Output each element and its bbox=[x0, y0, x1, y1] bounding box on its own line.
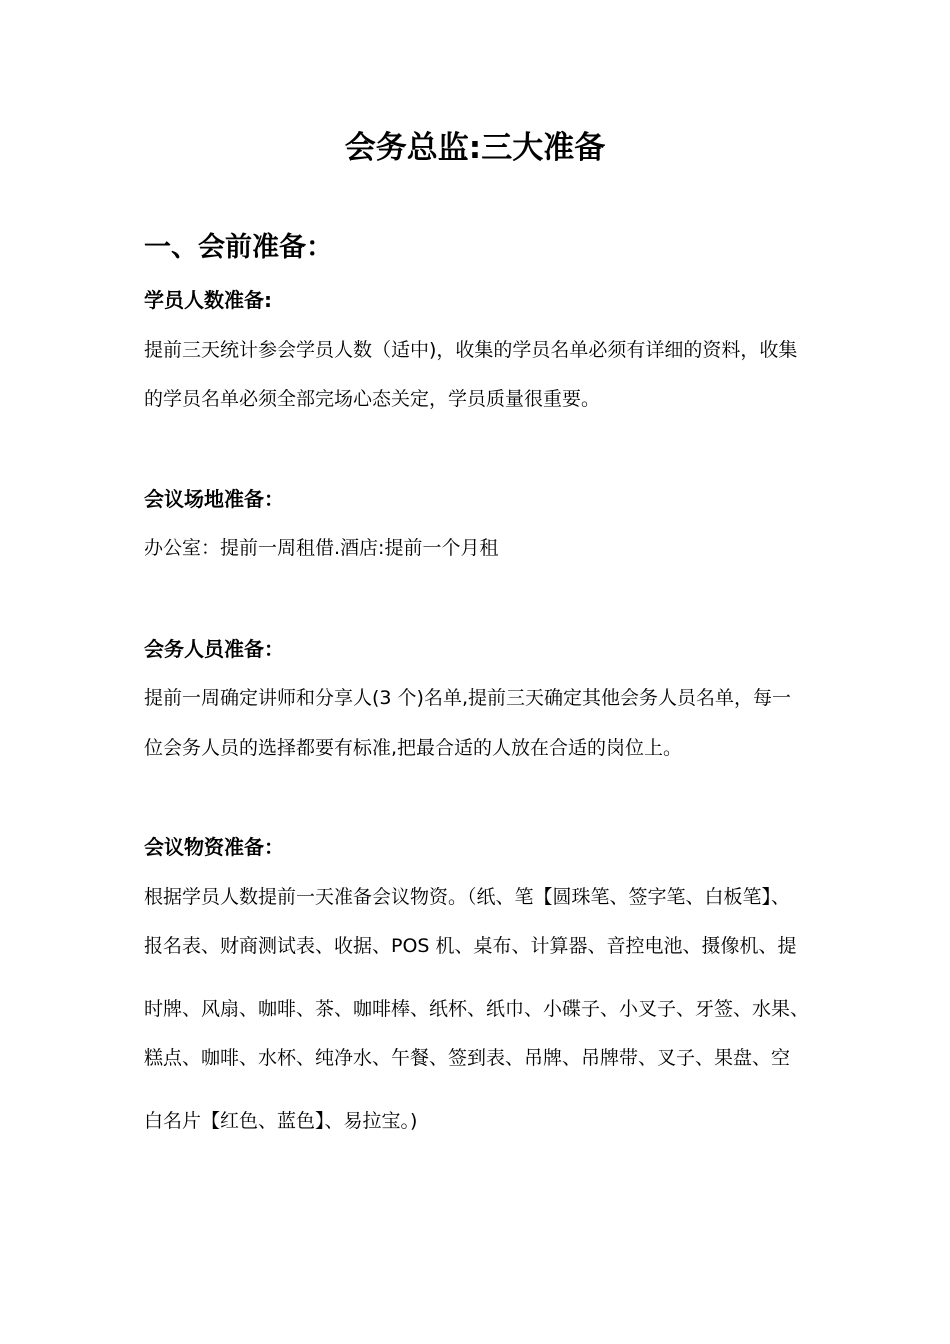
paragraph-line: 报名表、财商测试表、收据、POS 机、桌布、计算器、音控电池、摄像机、提 bbox=[144, 935, 797, 957]
paragraph-line: 糕点、咖啡、水杯、纯净水、午餐、签到表、吊牌、吊牌带、叉子、果盘、空 bbox=[144, 1047, 791, 1069]
subheading-venue: 会议场地准备： bbox=[144, 487, 284, 511]
section-heading-pre-meeting: 一、会前准备： bbox=[144, 232, 333, 263]
paragraph-line: 时牌、风扇、咖啡、茶、咖啡棒、纸杯、纸巾、小碟子、小叉子、牙签、水果、 bbox=[144, 998, 810, 1020]
page-title: 会务总监:三大准备 bbox=[344, 130, 606, 166]
paragraph-line: 位会务人员的选择都要有标准,把最合适的人放在合适的岗位上。 bbox=[144, 737, 683, 759]
paragraph-line: 办公室：提前一周租借.酒店:提前一个月租 bbox=[144, 537, 499, 559]
subheading-supplies: 会议物资准备： bbox=[144, 835, 284, 859]
paragraph-line: 白名片【红色、蓝色】、易拉宝。) bbox=[144, 1110, 418, 1132]
paragraph-line: 的学员名单必须全部完场心态关定，学员质量很重要。 bbox=[144, 388, 601, 410]
paragraph-line: 提前三天统计参会学员人数（适中)，收集的学员名单必须有详细的资料，收集 bbox=[144, 339, 798, 361]
paragraph-line: 根据学员人数提前一天准备会议物资。（纸、笔【圆珠笔、签字笔、白板笔】、 bbox=[144, 886, 791, 908]
subheading-staff: 会务人员准备： bbox=[144, 637, 284, 661]
subheading-students: 学员人数准备: bbox=[144, 288, 272, 312]
paragraph-line: 提前一周确定讲师和分享人(3 个)名单,提前三天确定其他会务人员名单，每一 bbox=[144, 687, 791, 709]
